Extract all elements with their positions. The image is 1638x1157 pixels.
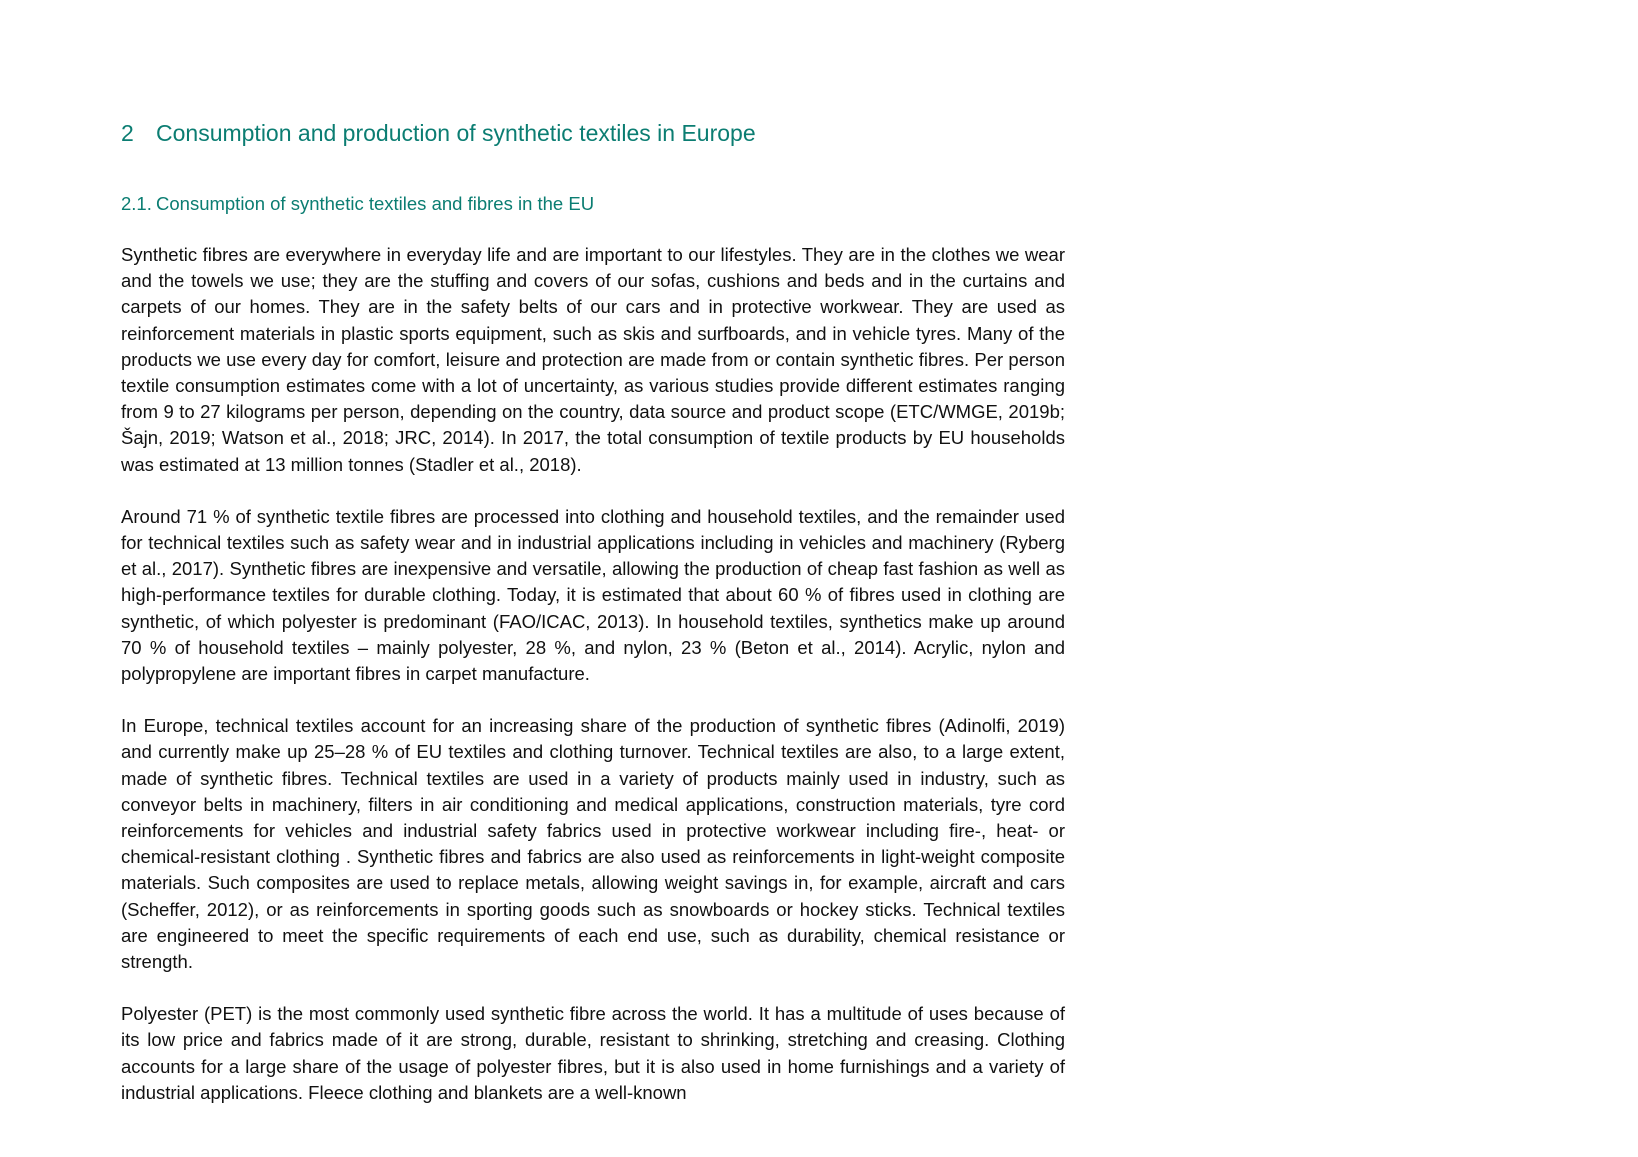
body-paragraph-3: In Europe, technical textiles account for an increasing share of the production of synthetic fibres (Adinolfi, 2019) and currently make up 25–28 % of EU textiles and clothing turnover. Technical textiles are also, to a large extent, made of synthetic fibres. Technical textiles are used in a variety of products mainly used in industry, such as conveyor belts in machinery, filters in air conditioning and medical applications, construction materials, tyre cord reinforcements for vehicles and industrial safety fabrics used in protective workwear including fire-, heat- or chemical-resistant clothing . Synthetic fibres and fabrics are also used as reinforcements in light-weight composite materials. Such composites are used to replace metals, allowing weight savings in, for example, aircraft and cars (Scheffer, 2012), or as reinforcements in sporting goods such as snowboards or hockey sticks. Technical textiles are engineered to meet the specific requirements of each end use, such as durability, chemical resistance or strength.	[121, 715, 1065, 973]
subsection-title: Consumption of synthetic textiles and fibres in the EU	[156, 193, 595, 214]
body-paragraph-2: Around 71 % of synthetic textile fibres are processed into clothing and household textiles, and the remainder used for technical textiles such as safety wear and in industrial applications including in vehicles and machinery (Ryberg et al., 2017). Synthetic fibres are inexpensive and versatile, allowing the production of cheap fast fashion as well as high-performance textiles for durable clothing. Today, it is estimated that about 60 % of fibres used in clothing are synthetic, of which polyester is predominant (FAO/ICAC, 2013). In household textiles, synthetics make up around 70 % of household textiles – mainly polyester, 28 %, and nylon, 23 % (Beton et al., 2014). Acrylic, nylon and polypropylene are important fibres in carpet manufacture.	[121, 505, 1065, 685]
document-page	[121, 118, 1065, 1106]
section-heading	[121, 118, 1065, 148]
section-number: 2	[121, 120, 134, 146]
body-paragraph-1: Synthetic fibres are everywhere in everyday life and are important to our lifestyles. They are in the clothes we wear and the towels we use; they are the stuffing and covers of our sofas, cushions and beds and in the curtains and carpets of our homes. They are in the safety belts of our cars and in protective workwear. They are used as reinforcement materials in plastic sports equipment, such as skis and surfboards, and in vehicle tyres. Many of the products we use every day for comfort, leisure and protection are made from or contain synthetic fibres. Per person textile consumption estimates come with a lot of uncertainty, as various studies provide different estimates ranging from 9 to 27 kilograms per person, depending on the country, data source and product scope (ETC/WMGE, 2019b; Šajn, 2019; Watson et al., 2018; JRC, 2014). In 2017, the total consumption of textile products by EU households was estimated at 13 million tonnes (Stadler et al., 2018).	[121, 244, 1065, 475]
subsection-number: 2.1.	[121, 193, 152, 214]
body-paragraph-4: Polyester (PET) is the most commonly used synthetic fibre across the world. It has a multitude of uses because of its low price and fabrics made of it are strong, durable, resistant to shrinking, stretching and creasing. Clothing accounts for a large share of the usage of polyester fibres, but it is also used in home furnishings and a variety of industrial applications. Fleece clothing and blankets are a well-known	[121, 1003, 1065, 1103]
section-title: Consumption and production of synthetic textiles in Europe	[156, 120, 756, 146]
subsection-heading	[121, 192, 1065, 216]
